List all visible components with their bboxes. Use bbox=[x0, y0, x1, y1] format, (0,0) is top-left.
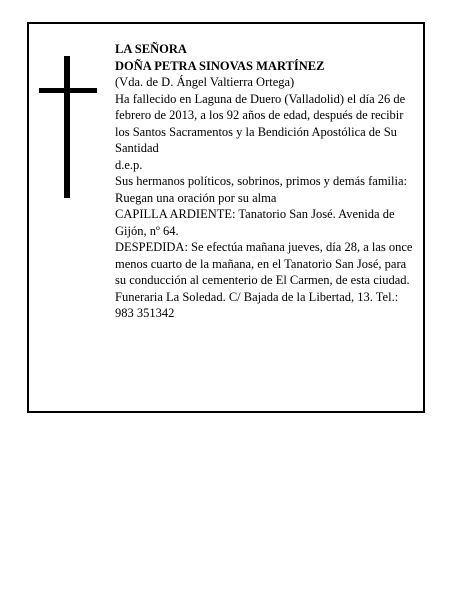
dep-line: d.e.p. bbox=[115, 157, 143, 172]
chapel-info: CAPILLA ARDIENTE: Tanatorio San José. Avenida de Gijón, nº 64. bbox=[115, 207, 395, 238]
funeral-home-info: Funeraria La Soledad. C/ Bajada de la Libertad, 13. Tel.: 983 351342 bbox=[115, 289, 399, 320]
obituary-notice bbox=[27, 22, 425, 413]
widow-of-line: (Vda. de D. Ángel Valtierra Ortega) bbox=[115, 75, 295, 89]
farewell-info: DESPEDIDA: Se efectúa mañana jueves, día 28, a las once menos cuarto de la mañana, en el Tanatorio San José, para su conducción al cementerio de El Carmen, de esta ciudad. bbox=[115, 240, 413, 287]
cross-horizontal-bar bbox=[39, 88, 97, 93]
deceased-name: DOÑA PETRA SINOVAS MARTÍNEZ bbox=[115, 58, 325, 73]
cross-vertical-bar bbox=[64, 56, 70, 198]
notice-title: LA SEÑORA bbox=[115, 42, 187, 56]
notice-text-block bbox=[115, 41, 415, 322]
death-statement: Ha fallecido en Laguna de Duero (Valladolid) el día 26 de febrero de 2013, a los 92 años de edad, después de recibir los Santos Sacramentos y la Bendición Apostólica de Su Santidad bbox=[115, 91, 406, 155]
cross-icon bbox=[39, 56, 97, 198]
prayer-line: Ruegan una oración por su alma bbox=[115, 190, 277, 205]
family-line: Sus hermanos políticos, sobrinos, primos y demás familia: bbox=[115, 174, 407, 188]
